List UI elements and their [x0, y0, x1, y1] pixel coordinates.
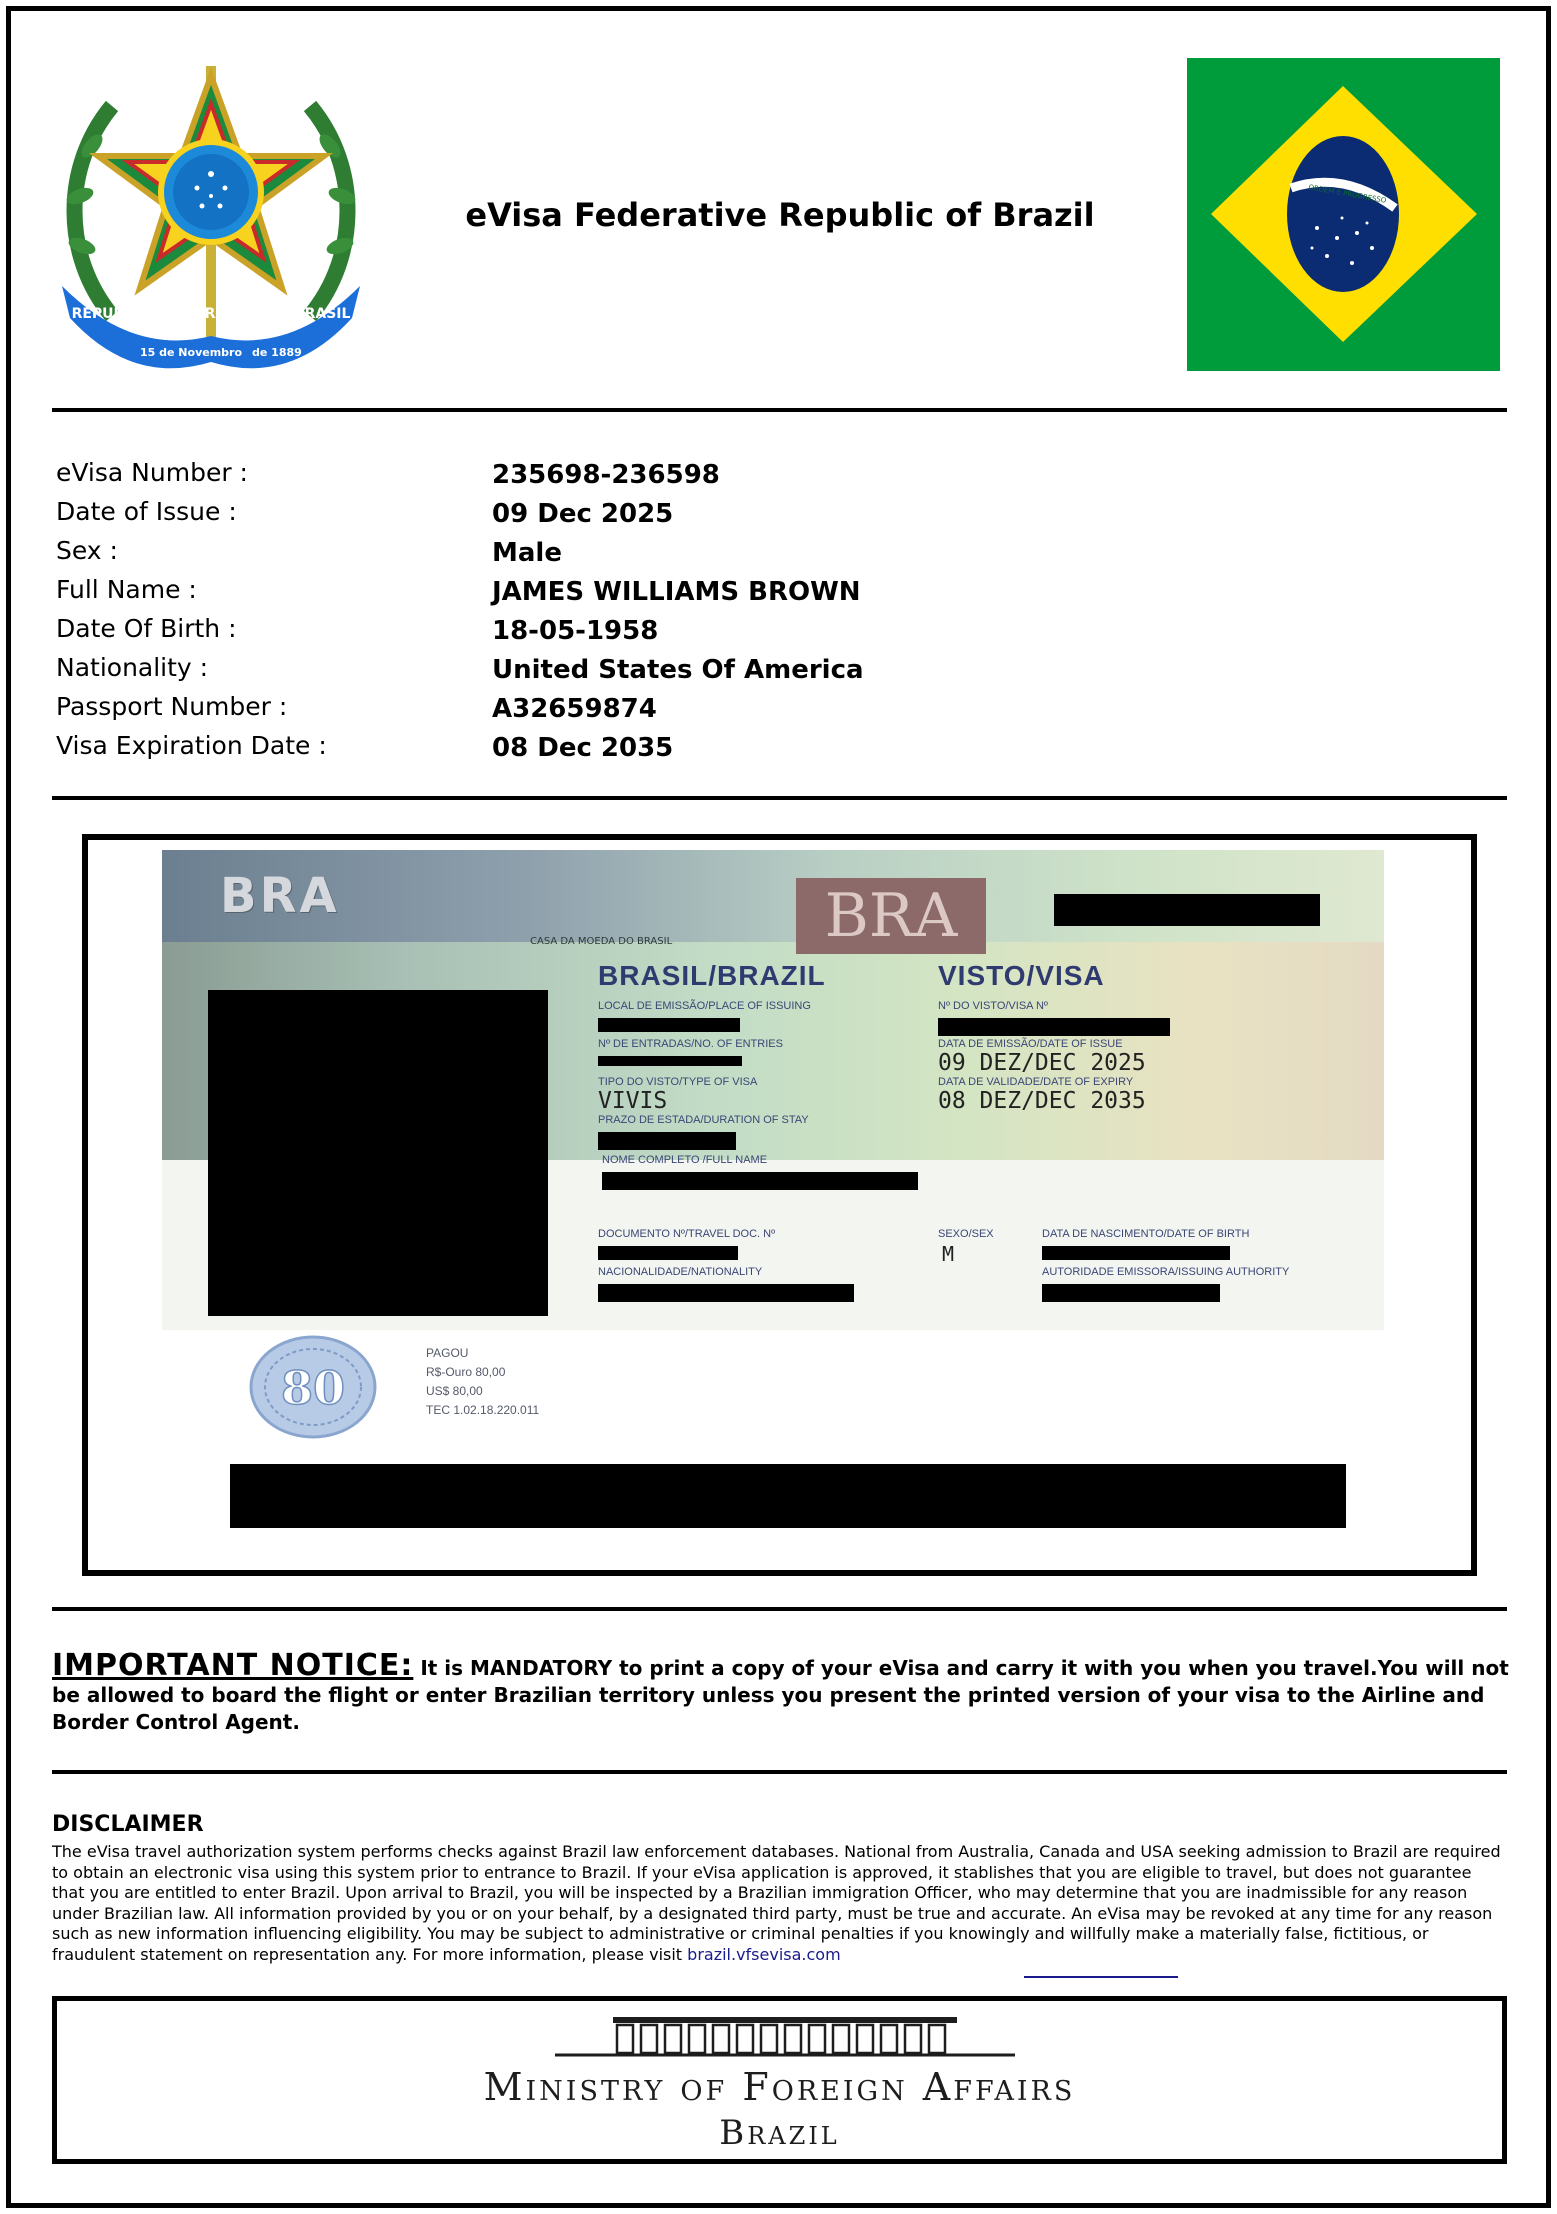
- field-value-evisa-number: 235698-236598: [492, 460, 720, 490]
- payment-line: PAGOU: [426, 1346, 469, 1360]
- redacted-block: [602, 1172, 918, 1190]
- field-label-date-of-issue: Date of Issue :: [56, 497, 237, 526]
- field-value-sex: Male: [492, 538, 562, 568]
- visa-type-heading: VISTO/VISA: [938, 960, 1105, 991]
- divider: [52, 796, 1507, 800]
- visa-type-label: TIPO DO VISTO/TYPE OF VISA: [598, 1076, 758, 1088]
- redacted-block: [598, 1132, 736, 1150]
- payment-line: TEC 1.02.18.220.011: [426, 1403, 540, 1417]
- link-underline: [1024, 1976, 1178, 1978]
- sex-value: M: [942, 1242, 955, 1266]
- field-value-date-of-birth: 18-05-1958: [492, 616, 659, 646]
- field-value-full-name: JAMES WILLIAMS BROWN: [492, 577, 861, 607]
- field-label-nationality: Nationality :: [56, 653, 209, 682]
- redacted-block: [598, 1284, 854, 1302]
- divider: [52, 408, 1507, 412]
- divider: [52, 1607, 1507, 1611]
- redacted-block: [598, 1018, 740, 1032]
- place-of-issuing-label: LOCAL DE EMISSÃO/PLACE OF ISSUING: [598, 1000, 811, 1012]
- fee-stamp-icon: [248, 1332, 378, 1442]
- ministry-building-icon: [555, 2013, 1015, 2059]
- svg-text:REPUBLICA FEDERATIVA DO BRASIL: REPUBLICA FEDERATIVA DO BRASIL: [71, 306, 351, 322]
- payment-line: US$ 80,00: [426, 1384, 483, 1398]
- expiry-date-label: DATA DE VALIDADE/DATE OF EXPIRY: [938, 1076, 1134, 1088]
- disclaimer-title: DISCLAIMER: [52, 1812, 204, 1837]
- svg-text:ORDEM E PROGRESSO: ORDEM E PROGRESSO: [1307, 183, 1387, 205]
- field-value-visa-expiration: 08 Dec 2035: [492, 733, 674, 763]
- ministry-footer: [52, 1996, 1507, 2164]
- issuing-authority-label: AUTORIDADE EMISSORA/ISSUING AUTHORITY: [1042, 1266, 1290, 1278]
- field-label-visa-expiration: Visa Expiration Date :: [56, 731, 327, 760]
- field-label-evisa-number: eVisa Number :: [56, 458, 248, 487]
- coat-of-arms-icon: [52, 56, 370, 376]
- vfs-evisa-link[interactable]: brazil.vfsevisa.com: [687, 1944, 841, 1964]
- visa-country-heading: BRASIL/BRAZIL: [598, 960, 826, 991]
- visa-sticker: [162, 850, 1384, 1330]
- visa-country-code-center: BRA: [796, 878, 986, 954]
- visa-country-code-left: BRA: [220, 868, 340, 924]
- document-title: eVisa Federative Republic of Brazil: [465, 196, 1095, 234]
- field-value-nationality: United States Of America: [492, 655, 864, 685]
- visa-number-label: Nº DO VISTO/VISA Nº: [938, 1000, 1048, 1012]
- field-value-passport-number: A32659874: [492, 694, 657, 724]
- payment-info: [426, 1344, 539, 1420]
- duration-of-stay-label: PRAZO DE ESTADA/DURATION OF STAY: [598, 1114, 809, 1126]
- important-notice: [52, 1648, 1512, 1736]
- travel-doc-label: DOCUMENTO Nº/TRAVEL DOC. Nº: [598, 1228, 776, 1240]
- expiry-date-value: 08 DEZ/DEC 2035: [938, 1088, 1146, 1114]
- redacted-block: [1054, 894, 1320, 926]
- field-label-full-name: Full Name :: [56, 575, 197, 604]
- disclaimer-text: The eVisa travel authorization system performs checks against Brazil law enforcement databases. National from Australia, Canada and USA seeking admission to Brazil are required to obtain an electronic visa using this system prior to entrance to Brazil. If your eVisa application is approved, it stablishes that you are eligible to travel, but does not guarantee that you are entitled to enter Brazil. Upon arrival to Brazil, you will be inspected by a Brazilian immigration Officer, who may determine that you are inadmissible for any reason under Brazilian law. All information provided by you or on your behalf, by a designated third party, must be true and accurate. An eVisa may be revoked at any time for any reason such as new information influencing eligibility. You may be subject to administrative or criminal penalties if you knowingly and willfully make a materially false, fictitious, or fraudulent statement on representation any. For more information, please visit: [52, 1842, 1501, 1964]
- redacted-block: [598, 1056, 742, 1066]
- issue-date-value: 09 DEZ/DEC 2025: [938, 1050, 1146, 1076]
- sex-label: SEXO/SEX: [938, 1228, 994, 1240]
- mint-label: CASA DA MOEDA DO BRASIL: [530, 936, 673, 947]
- visa-sticker-frame: [82, 834, 1477, 1576]
- field-label-sex: Sex :: [56, 536, 118, 565]
- redacted-mrz: [230, 1464, 1346, 1528]
- ministry-name: Ministry of Foreign Affairs: [483, 2065, 1076, 2109]
- redacted-block: [938, 1018, 1170, 1036]
- redacted-block: [1042, 1246, 1230, 1260]
- notice-heading: IMPORTANT NOTICE:: [52, 1648, 414, 1683]
- issue-date-label: DATA DE EMISSÃO/DATE OF ISSUE: [938, 1038, 1123, 1050]
- field-label-date-of-birth: Date Of Birth :: [56, 614, 237, 643]
- redacted-block: [598, 1246, 738, 1260]
- date-of-birth-label: DATA DE NASCIMENTO/DATE OF BIRTH: [1042, 1228, 1250, 1240]
- nationality-label: NACIONALIDADE/NATIONALITY: [598, 1266, 763, 1278]
- brazil-flag-icon: [1187, 58, 1500, 371]
- full-name-label: NOME COMPLETO /FULL NAME: [602, 1154, 768, 1166]
- field-value-date-of-issue: 09 Dec 2025: [492, 499, 674, 529]
- svg-text:15 de Novembro: 15 de Novembro: [140, 346, 243, 359]
- field-label-passport-number: Passport Number :: [56, 692, 288, 721]
- disclaimer-body: [52, 1842, 1507, 1965]
- ministry-country: Brazil: [719, 2113, 840, 2153]
- entries-label: Nº DE ENTRADAS/NO. OF ENTRIES: [598, 1038, 783, 1050]
- visa-type-value: VIVIS: [598, 1088, 668, 1114]
- notice-text: It is MANDATORY to print a copy of your eVisa and carry it with you when you travel.You will not be allowed to board the flight or enter Brazilian territory unless you present the printed version of your visa to the Airline and Border Control Agent.: [52, 1656, 1509, 1734]
- svg-text:de 1889: de 1889: [252, 346, 302, 359]
- payment-line: R$-Ouro 80,00: [426, 1365, 506, 1379]
- redacted-photo: [208, 990, 548, 1316]
- fee-stamp-value: 80: [280, 1361, 346, 1415]
- divider: [52, 1770, 1507, 1774]
- redacted-block: [1042, 1284, 1220, 1302]
